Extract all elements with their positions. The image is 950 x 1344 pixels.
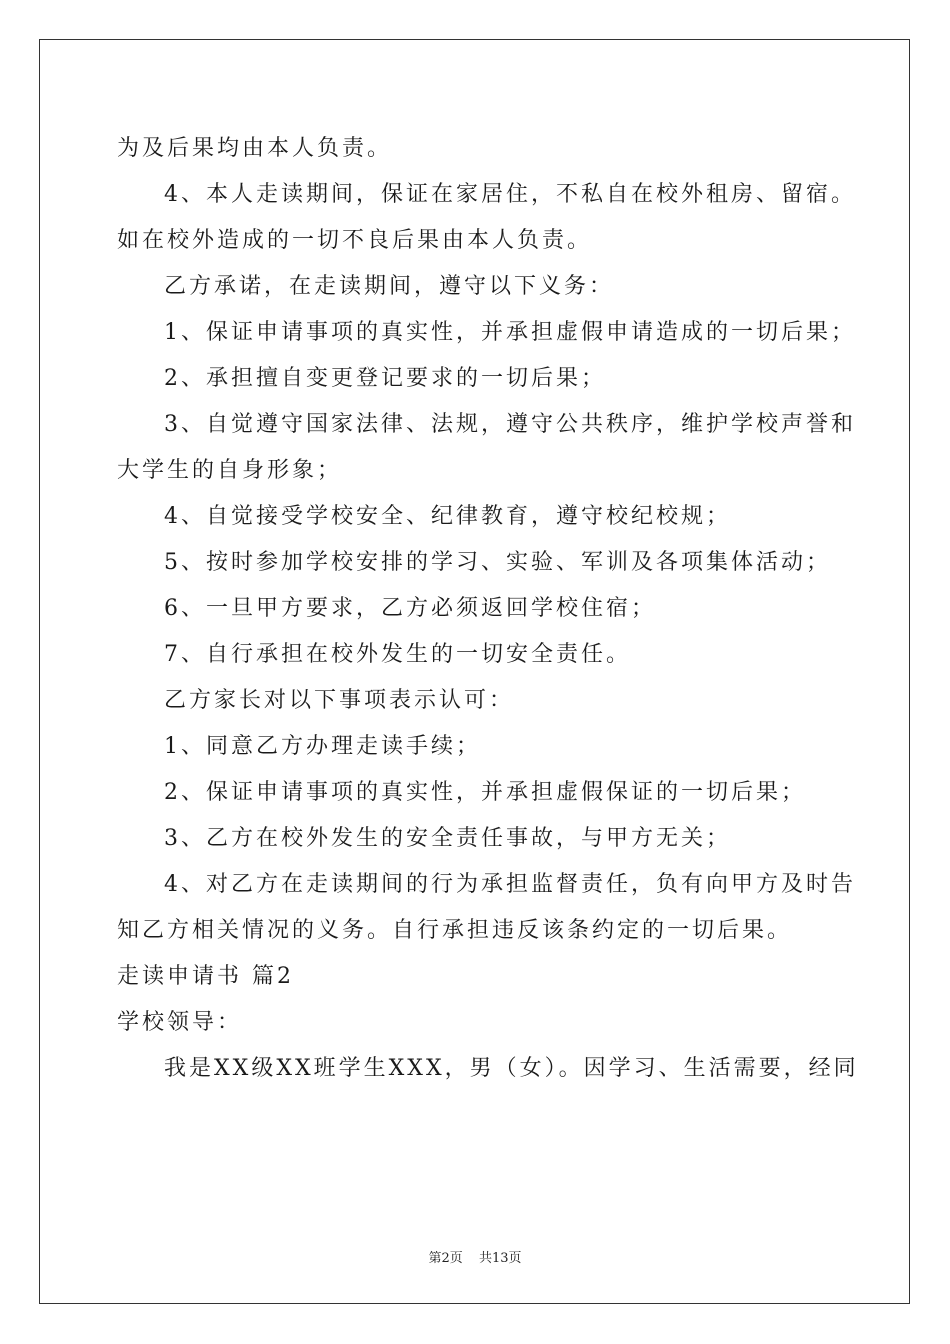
text-line: 6、一旦甲方要求，乙方必须返回学校住宿； xyxy=(164,596,656,621)
text-line: 3、自觉遵守国家法律、法规，遵守公共秩序，维护学校声誉和 xyxy=(164,412,856,437)
text-line: 乙方承诺，在走读期间，遵守以下义务： xyxy=(164,274,615,299)
text-line: 我是XX级XX班学生XXX，男（女）。因学习、生活需要，经同 xyxy=(164,1056,859,1081)
text-line: 1、保证申请事项的真实性，并承担虚假申请造成的一切后果； xyxy=(164,320,856,345)
page-footer xyxy=(0,1247,950,1266)
text-line: 4、对乙方在走读期间的行为承担监督责任，负有向甲方及时告 xyxy=(164,872,856,897)
text-line: 4、自觉接受学校安全、纪律教育，遵守校纪校规； xyxy=(164,504,731,529)
text-line: 2、保证申请事项的真实性，并承担虚假保证的一切后果； xyxy=(164,780,806,805)
text-line: 7、自行承担在校外发生的一切安全责任。 xyxy=(164,642,631,667)
text-line: 2、承担擅自变更登记要求的一切后果； xyxy=(164,366,606,391)
section-heading: 走读申请书 篇2 xyxy=(117,964,294,989)
salutation: 学校领导： xyxy=(117,1010,243,1035)
text-line: 知乙方相关情况的义务。自行承担违反该条约定的一切后果。 xyxy=(117,918,793,943)
text-line: 为及后果均由本人负责。 xyxy=(117,136,393,161)
document-body xyxy=(117,126,859,1092)
text-line: 1、同意乙方办理走读手续； xyxy=(164,734,481,759)
text-line: 如在校外造成的一切不良后果由本人负责。 xyxy=(117,228,593,253)
text-line: 4、本人走读期间，保证在家居住，不私自在校外租房、留宿。 xyxy=(164,182,856,207)
text-line: 3、乙方在校外发生的安全责任事故，与甲方无关； xyxy=(164,826,731,851)
page-total: 共13页 xyxy=(478,1251,522,1266)
text-line: 5、按时参加学校安排的学习、实验、军训及各项集体活动； xyxy=(164,550,831,575)
text-line: 大学生的自身形象； xyxy=(117,458,343,483)
page-number: 第2页 xyxy=(428,1251,463,1266)
text-line: 乙方家长对以下事项表示认可： xyxy=(164,688,515,713)
